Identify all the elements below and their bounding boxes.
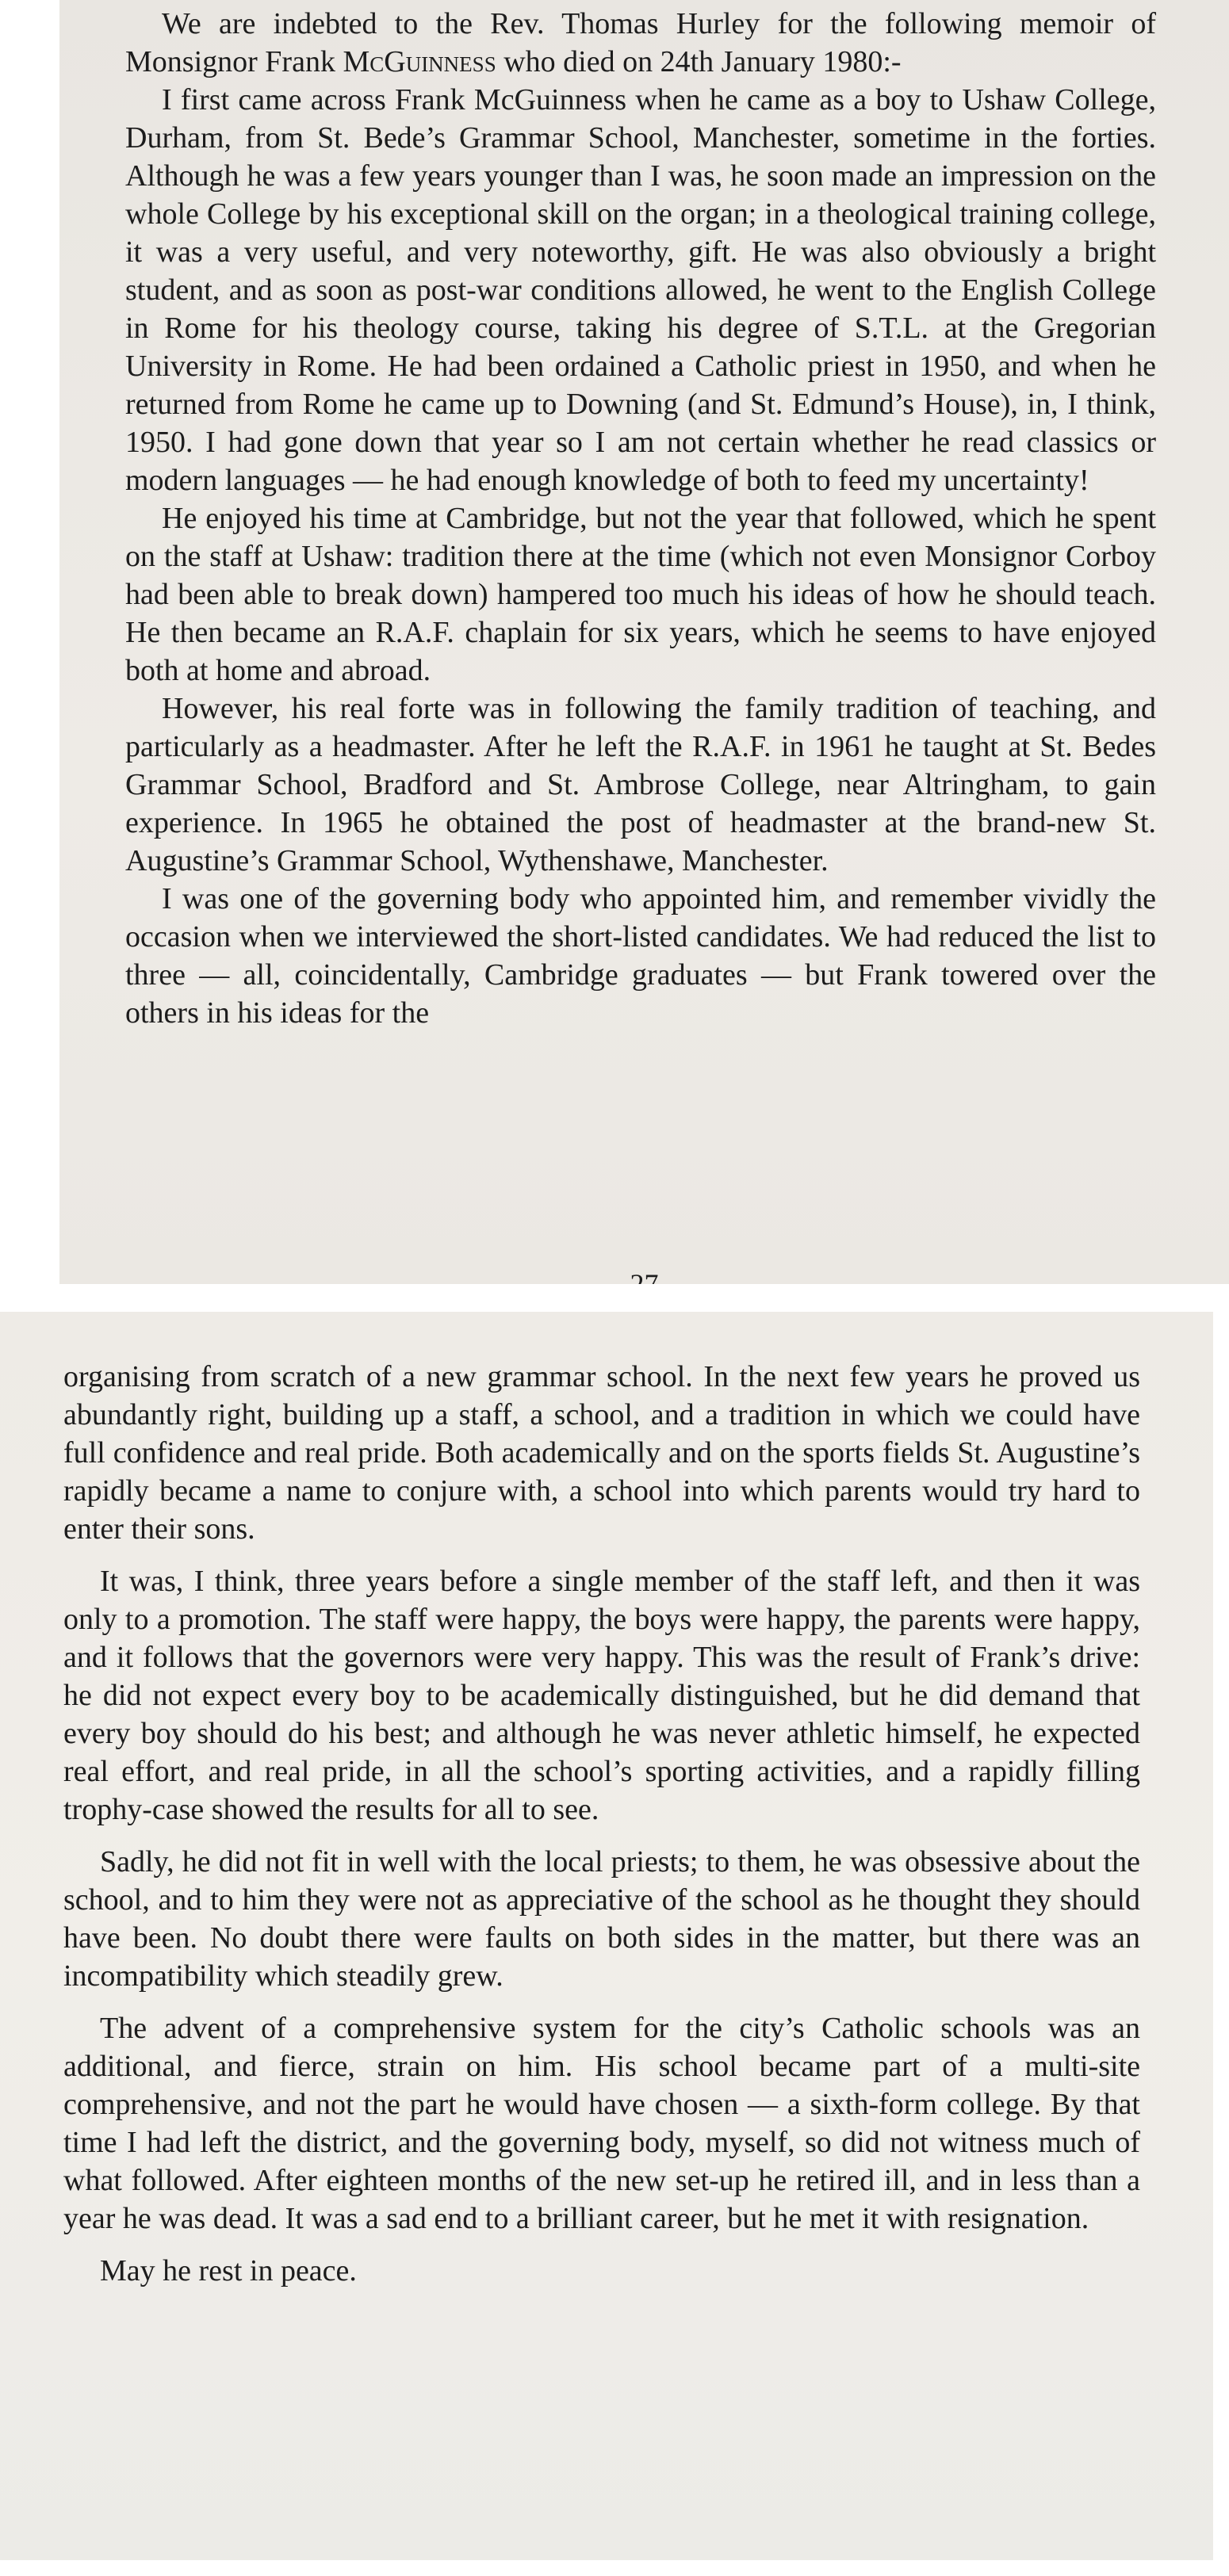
bottom-page-scan <box>0 1312 1213 2560</box>
memoir-paragraph-3: However, his real forte was in following the family tradition of teaching, and particularly as a headmaster. After he left the R.A.F. in 1961 he taught at St. Bedes Grammar School, Bradford and St. Ambrose College, near Altringham, to gain experience. In 1965 he obtained the post of headmaster at the brand-new St. Augustine’s Grammar School, Wythenshawe, Manchester. <box>125 692 1156 877</box>
memoir-paragraph-2: He enjoyed his time at Cambridge, but not the year that followed, which he spent on the staff at Ushaw: tradition there at the time (which not even Monsignor Corboy had been able to break down) hampered too much his ideas of how he should teach. He then became an R.A.F. chaplain for six years, which he seems to have enjoyed both at home and abroad. <box>125 502 1156 687</box>
intro-text-after-name: who died on 24th January 1980:- <box>496 45 902 78</box>
memoir-paragraph-7: The advent of a comprehensive system for the city’s Catholic schools was an additional, and fierce, strain on him. His school became part of a multi-site comprehensive, and not the part he would have chosen — a sixth-form college. By that time I had left the district, and the governing body, myself, so did not witness much of what followed. After eighteen months of the new set-up he retired ill, and in less than a year he was dead. It was a sad end to a brilliant career, but he met it with resignation. <box>63 2012 1140 2235</box>
subject-name: McGuinness <box>343 45 496 78</box>
memoir-paragraph-1: I first came across Frank McGuinness when he came as a boy to Ushaw College, Durham, from St. Bede’s Grammar School, Manchester, sometime in the forties. Although he was a few years younger than I was, he soon made an impression on the whole College by his exceptional skill on the organ; in a theological training college, it was a very useful, and very noteworthy, gift. He was also obviously a bright student, and as soon as post-war conditions allowed, he went to the English College in Rome for his theology course, taking his degree of S.T.L. at the Gregorian University in Rome. He had been ordained a Catholic priest in 1950, and when he returned from Rome he came up to Downing (and St. Edmund’s House), in, I think, 1950. I had gone down that year so I am not certain whether he read classics or modern languages — he had enough knowledge of both to feed my uncertainty! <box>125 83 1156 497</box>
page-separator <box>0 1284 1229 1312</box>
intro-paragraph <box>125 5 1156 81</box>
continuation-paragraph: organising from scratch of a new grammar school. In the next few years he proved us abundantly right, building up a staff, a school, and a tradition in which we could have full confidence and real pride. Both academically and on the sports fields St. Augustine’s rapidly became a name to conjure with, a school into which parents would try hard to enter their sons. <box>63 1360 1140 1546</box>
top-page-scan <box>59 0 1229 1284</box>
memoir-paragraph-6: Sadly, he did not fit in well with the local priests; to them, he was obsessive about the school, and to him they were not as appreciative of the school as he thought they should have been. No doubt there were faults on both sides in the matter, but there was an incompatibility which steadily grew. <box>63 1845 1140 1993</box>
intro-text-before-name: We are indebted to the Rev. Thomas Hurley for the following memoir of Monsignor Frank <box>125 7 1156 78</box>
memoir-paragraph-4: I was one of the governing body who appointed him, and remember vividly the occasion when we interviewed the short-listed candidates. We had reduced the list to three — all, coincidentally, Cambridge graduates — but Frank towered over the others in his ideas for the <box>125 882 1156 1030</box>
memoir-paragraph-5: It was, I think, three years before a single member of the staff left, and then it was only to a promotion. The staff were happy, the boys were happy, the parents were happy, and it follows that the governors were very happy. This was the result of Frank’s drive: he did not expect every boy to be academically distinguished, but he did demand that every boy should do his best; and although he was never athletic himself, he expected real effort, and real pride, in all the school’s sporting activities, and a rapidly filling trophy-case showed the results for all to see. <box>63 1565 1140 1826</box>
closing-line: May he rest in peace. <box>100 2254 357 2287</box>
